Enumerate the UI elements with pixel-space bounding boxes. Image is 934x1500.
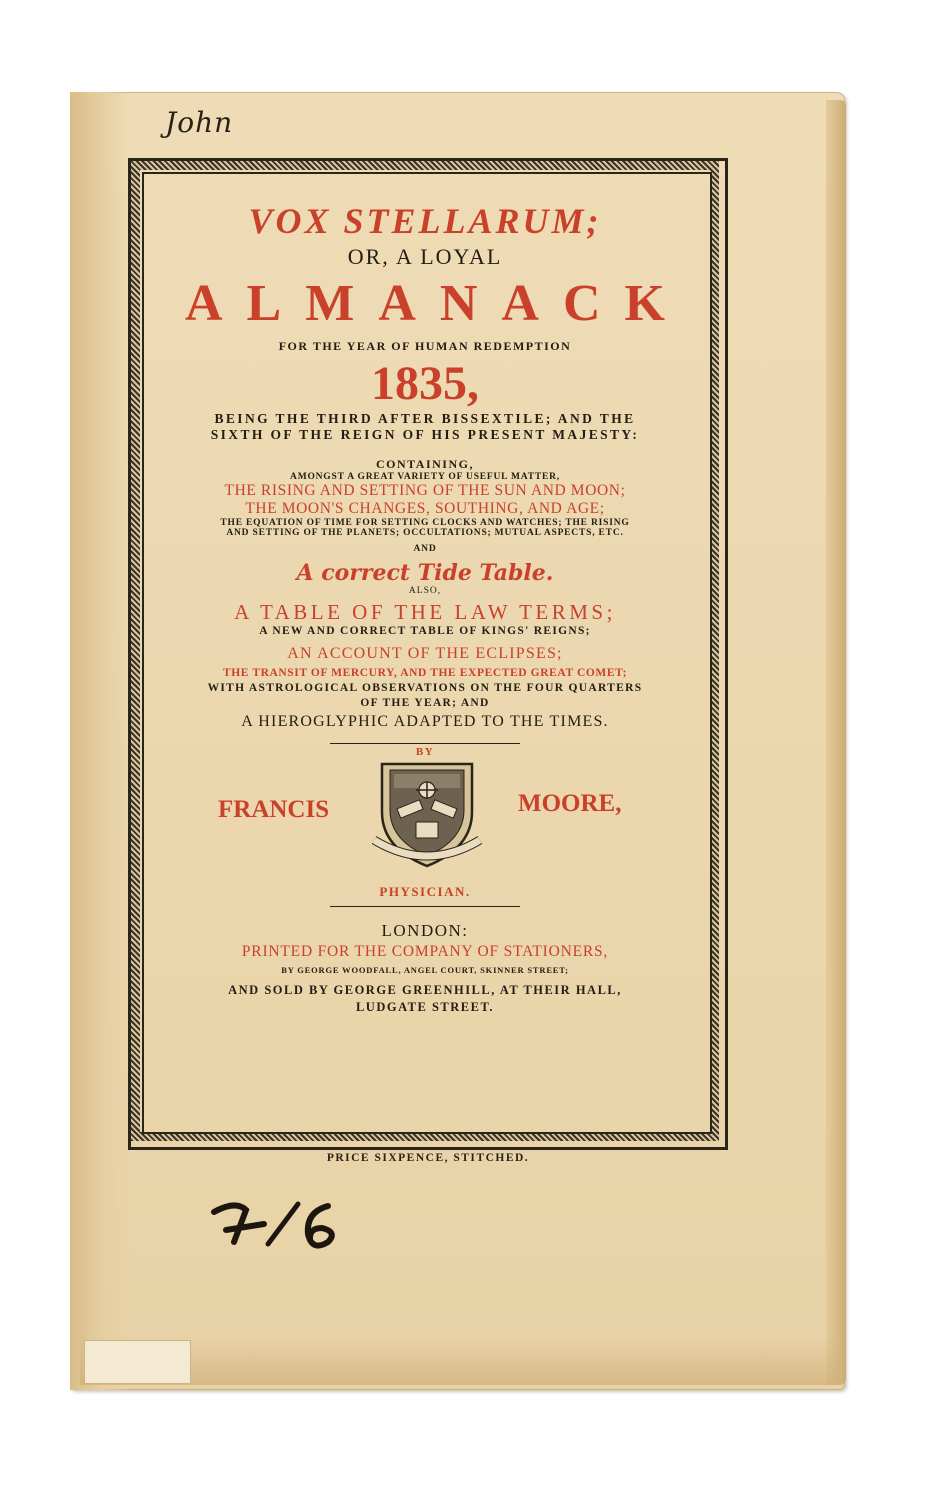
divider-rule-2 (330, 906, 520, 907)
author-row (150, 760, 700, 880)
law-terms: A TABLE OF THE LAW TERMS; (234, 600, 616, 624)
london: LONDON: (381, 921, 469, 940)
moons-changes-line: THE MOON'S CHANGES, SOUTHING, AND AGE; (245, 500, 605, 517)
title-page-text (150, 190, 700, 1015)
equation-line-1: THE EQUATION OF TIME FOR SETTING CLOCKS AND WATCHES; THE RISING (220, 518, 630, 528)
page-edges (826, 100, 846, 1385)
handwritten-name: John (165, 106, 234, 139)
year-intro: FOR THE YEAR OF HUMAN REDEMPTION (278, 339, 572, 353)
bottom-stain (80, 1335, 840, 1385)
eclipses: AN ACCOUNT OF THE ECLIPSES; (287, 645, 563, 662)
author-first-name: FRANCIS (218, 796, 330, 823)
tide-table: A correct Tide Table. (296, 560, 554, 586)
rising-setting-line: THE RISING AND SETTING OF THE SUN AND MOON; (224, 482, 626, 499)
printed-for: PRINTED FOR THE COMPANY OF STATIONERS, (241, 943, 609, 960)
main-title: ALMANACK (185, 275, 689, 332)
astrological-line-2: OF THE YEAR; AND (360, 697, 490, 709)
mercury-transit: THE TRANSIT OF MERCURY, AND THE EXPECTED GREAT COMET; (222, 667, 628, 679)
ludgate-street: LUDGATE STREET. (355, 1000, 495, 1014)
year: 1835, (371, 357, 479, 410)
physician: PHYSICIAN. (379, 884, 471, 899)
amongst-line: AMONGST A GREAT VARIETY OF USEFUL MATTER, (290, 472, 560, 482)
and-line: AND (413, 544, 437, 554)
title: VOX STELLARUM; (248, 201, 602, 241)
being-line-2: SIXTH OF THE REIGN OF HIS PRESENT MAJESTY: (210, 427, 640, 442)
printer-line: BY GEORGE WOODFALL, ANGEL COURT, SKINNER STREET; (281, 965, 569, 975)
also-line: ALSO, (408, 586, 442, 596)
subtitle: OR, A LOYAL (347, 244, 503, 269)
equation-line-2: AND SETTING OF THE PLANETS; OCCULTATIONS; MUTUAL ASPECTS, ETC. (226, 528, 624, 538)
by-line: BY (415, 746, 435, 758)
astrological-line-1: WITH ASTROLOGICAL OBSERVATIONS ON THE FOUR QUARTERS (207, 682, 643, 694)
being-line-1: BEING THE THIRD AFTER BISSEXTILE; AND THE (214, 411, 636, 426)
hieroglyphic: A HIEROGLYPHIC ADAPTED TO THE TIMES. (241, 713, 609, 730)
sold-by: AND SOLD BY GEORGE GREENHILL, AT THEIR HALL, (228, 983, 622, 997)
containing: CONTAINING, (376, 457, 474, 471)
author-last-name: MOORE, (518, 790, 622, 817)
stationers-crest-icon (372, 760, 482, 870)
handwritten-mark-icon (206, 1190, 356, 1270)
price-line: PRICE SIXPENCE, STITCHED. (326, 1152, 530, 1164)
torn-corner (84, 1340, 191, 1384)
divider-rule (330, 743, 520, 744)
kings-reigns: A NEW AND CORRECT TABLE OF KINGS' REIGNS; (259, 625, 591, 637)
spine-binding (70, 92, 130, 1390)
